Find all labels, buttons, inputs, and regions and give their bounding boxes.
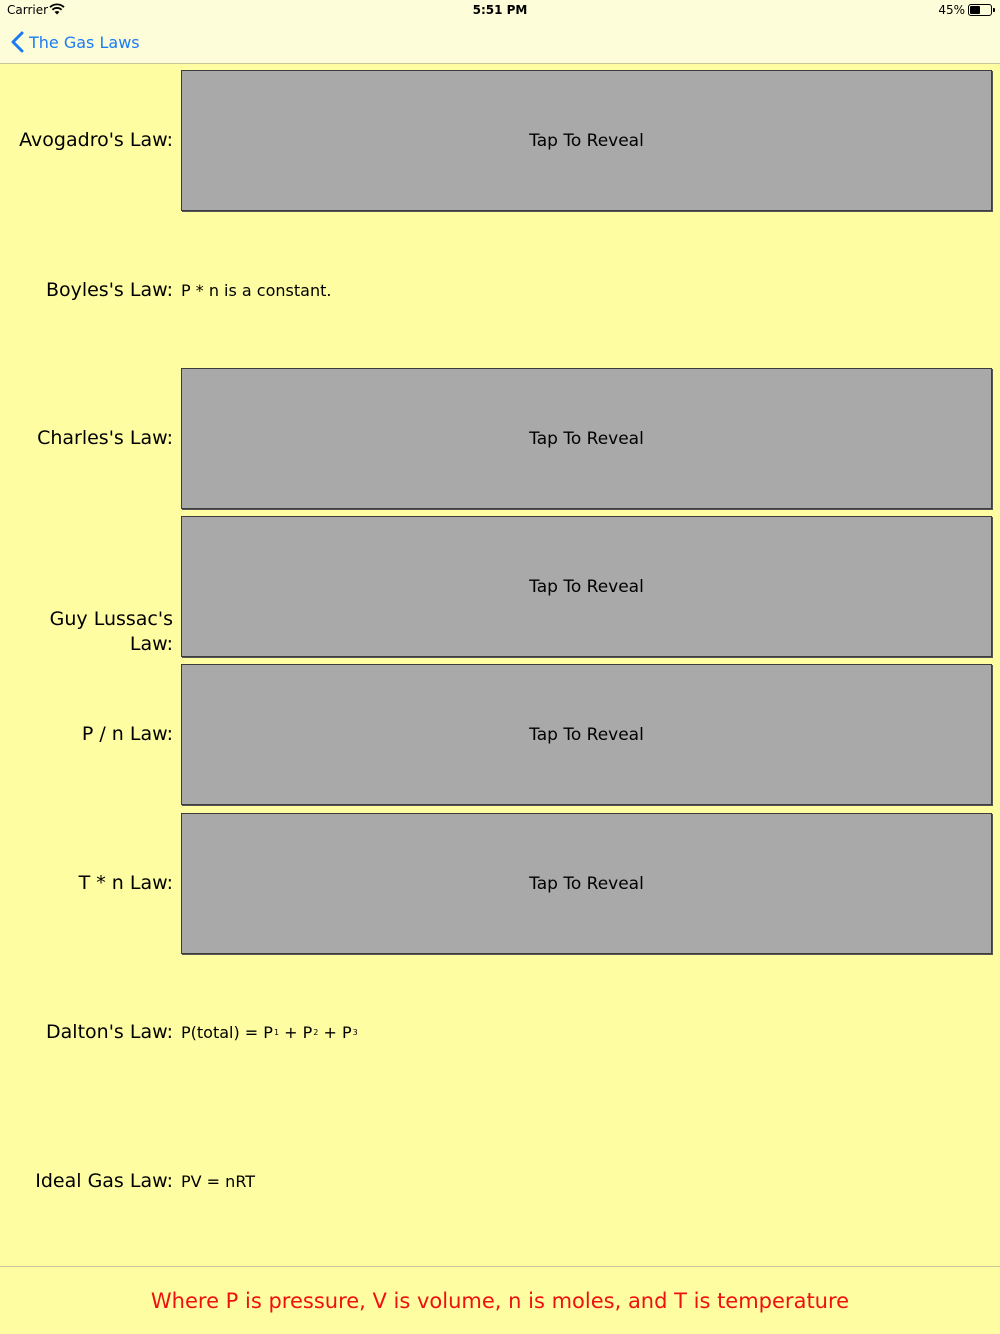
law-row-charles [0, 368, 1000, 509]
law-row-ideal-gas [0, 1111, 1000, 1252]
status-bar [0, 0, 1000, 22]
law-label-gay-lussac-line2: Law: [129, 633, 173, 655]
law-row-avogadro [0, 70, 1000, 211]
reveal-button-p-over-n[interactable]: Tap To Reveal [181, 664, 992, 805]
reveal-button-charles[interactable]: Tap To Reveal [181, 368, 992, 509]
footer-legend: Where P is pressure, V is volume, n is moles, and T is temperature [0, 1266, 1000, 1334]
chevron-left-icon [10, 31, 26, 53]
law-row-boyle [0, 220, 1000, 361]
dalton-plus-1: + P [279, 1023, 313, 1042]
battery-icon [968, 4, 992, 16]
reveal-button-t-times-n[interactable]: Tap To Reveal [181, 813, 992, 954]
law-label-boyle: Boyles's Law: [45, 279, 173, 301]
law-label-p-over-n: P / n Law: [81, 723, 173, 745]
law-text-dalton [181, 962, 358, 1103]
reveal-button-avogadro[interactable]: Tap To Reveal [181, 70, 992, 211]
law-label-t-times-n: T * n Law: [78, 872, 173, 894]
dalton-subscript-3: 3 [352, 1028, 358, 1037]
law-row-t-times-n [0, 813, 1000, 954]
back-button[interactable] [10, 28, 140, 56]
law-text-boyle: P * n is a constant. [181, 281, 332, 300]
law-row-p-over-n [0, 664, 1000, 805]
carrier-label: Carrier [7, 3, 49, 17]
reveal-button-gay-lussac[interactable]: Tap To Reveal [181, 516, 992, 657]
dalton-plus-2: + P [318, 1023, 352, 1042]
battery-percentage: 45% [938, 3, 965, 17]
law-text-ideal-gas: PV = nRT [181, 1172, 256, 1191]
dalton-prefix: P(total) = P [181, 1023, 273, 1042]
law-label-avogadro: Avogadro's Law: [19, 129, 173, 151]
navigation-bar [0, 22, 1000, 64]
dalton-subscript-1: 1 [273, 1028, 280, 1037]
law-label-gay-lussac-line1: Guy Lussac's [49, 608, 173, 630]
law-label-gay-lussac [0, 516, 173, 657]
law-label-charles: Charles's Law: [37, 427, 173, 449]
dalton-subscript-2: 2 [313, 1028, 319, 1037]
clock: 5:51 PM [472, 3, 528, 17]
law-label-dalton: Dalton's Law: [46, 1021, 173, 1043]
back-button-label: The Gas Laws [29, 32, 140, 52]
law-row-dalton [0, 962, 1000, 1103]
law-row-gay-lussac [0, 516, 1000, 657]
law-label-ideal-gas: Ideal Gas Law: [35, 1170, 173, 1192]
